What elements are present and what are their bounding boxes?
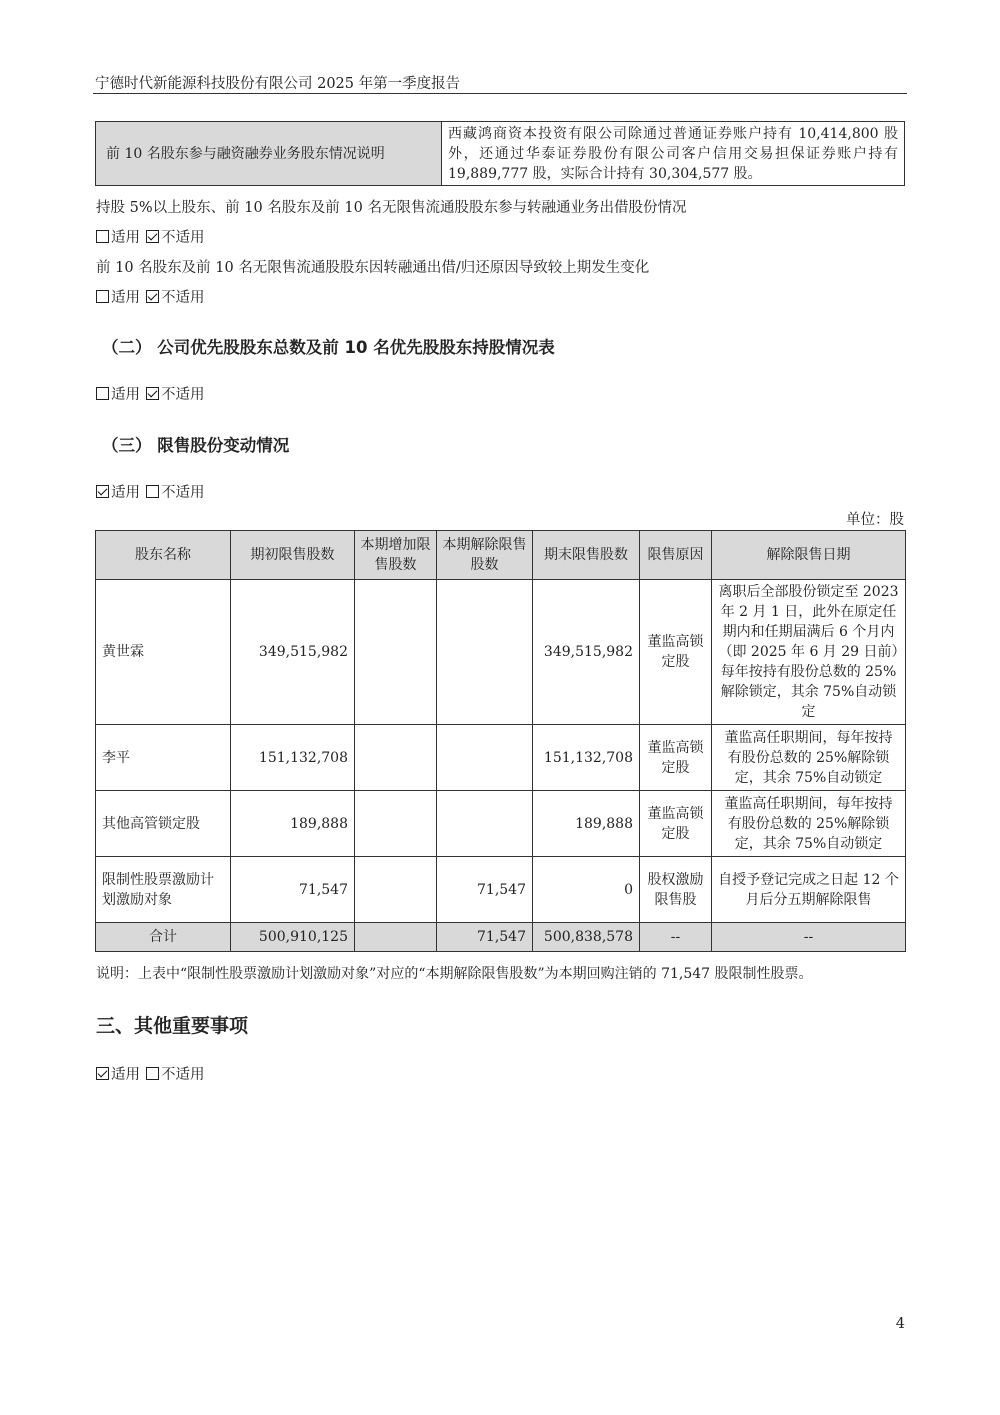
lending-change-paragraph: 前 10 名股东及前 10 名无限售流通股股东因转融通出借/归还原因导致较上期发生变化 bbox=[96, 260, 650, 276]
column-header: 解除限售日期 bbox=[712, 531, 906, 580]
column-header: 期末限售股数 bbox=[533, 531, 640, 580]
option-row-3: 适用 不适用 bbox=[96, 383, 205, 404]
column-header: 限售原因 bbox=[640, 531, 712, 580]
option-row-4: 适用 不适用 bbox=[96, 481, 205, 502]
table-cell: 董监高锁定股 bbox=[640, 791, 712, 857]
table-cell: 自授予登记完成之日起 12 个月后分五期解除限售 bbox=[712, 857, 906, 923]
section-3-title: （三） 限售股份变动情况 bbox=[102, 436, 290, 455]
table-row bbox=[96, 857, 906, 923]
table-cell: 71,547 bbox=[231, 857, 355, 923]
table-cell bbox=[437, 580, 533, 725]
table-cell: 董监高任职期间，每年按持有股份总数的 25%解除锁定，其余 75%自动锁定 bbox=[712, 725, 906, 791]
table-cell: 离职后全部股份锁定至 2023 年 2 月 1 日，此外在原定任期内和任期届满后 6 个月内（即 2025 年 6 月 29 日前）每年按持有股份总数的 25%解除锁定，其余 75%自动锁定 bbox=[712, 580, 906, 725]
column-header: 股东名称 bbox=[96, 531, 231, 580]
unchecked-box-icon[interactable] bbox=[146, 1067, 159, 1080]
table-note: 说明：上表中“限制性股票激励计划激励对象”对应的“本期解除限售股数”为本期回购注销的 71,547 股限制性股票。 bbox=[96, 966, 813, 982]
option-row-2: 适用 不适用 bbox=[96, 286, 205, 307]
table-cell: -- bbox=[640, 923, 712, 952]
table-cell: 349,515,982 bbox=[533, 580, 640, 725]
table-cell: 董监高锁定股 bbox=[640, 580, 712, 725]
table-cell bbox=[355, 857, 437, 923]
unchecked-box-icon[interactable] bbox=[96, 387, 109, 400]
table-cell: 黄世霖 bbox=[96, 580, 231, 725]
unit-label: 单位：股 bbox=[846, 512, 904, 528]
checked-box-icon[interactable] bbox=[96, 485, 109, 498]
table-cell: 董监高锁定股 bbox=[640, 725, 712, 791]
table-cell bbox=[437, 791, 533, 857]
table-cell: 189,888 bbox=[533, 791, 640, 857]
table-cell: 151,132,708 bbox=[231, 725, 355, 791]
page-header: 宁德时代新能源科技股份有限公司 2025 年第一季度报告 bbox=[95, 76, 461, 92]
table-cell: 349,515,982 bbox=[231, 580, 355, 725]
unchecked-box-icon[interactable] bbox=[96, 230, 109, 243]
page-number: 4 bbox=[895, 1316, 905, 1332]
margin-trading-label: 前 10 名股东参与融资融券业务股东情况说明 bbox=[96, 122, 442, 186]
table-cell: 股权激励限售股 bbox=[640, 857, 712, 923]
table-cell: 500,838,578 bbox=[533, 923, 640, 952]
table-cell bbox=[437, 725, 533, 791]
checked-box-icon[interactable] bbox=[146, 290, 159, 303]
table-row bbox=[96, 580, 906, 725]
column-header: 本期解除限售股数 bbox=[437, 531, 533, 580]
table-cell: 151,132,708 bbox=[533, 725, 640, 791]
table-row bbox=[96, 725, 906, 791]
table-cell: 限制性股票激励计划激励对象 bbox=[96, 857, 231, 923]
table-cell: 董监高任职期间，每年按持有股份总数的 25%解除锁定，其余 75%自动锁定 bbox=[712, 791, 906, 857]
margin-trading-value: 西藏鸿商资本投资有限公司除通过普通证券账户持有 10,414,800 股外，还通过华泰证券股份有限公司客户信用交易担保证券账户持有 19,889,777 股，实际合计持有 30,304,577 股。 bbox=[442, 122, 905, 186]
table-cell: 0 bbox=[533, 857, 640, 923]
column-header: 本期增加限售股数 bbox=[355, 531, 437, 580]
table-cell bbox=[355, 580, 437, 725]
table-cell bbox=[355, 725, 437, 791]
checked-box-icon[interactable] bbox=[146, 387, 159, 400]
unchecked-box-icon[interactable] bbox=[96, 290, 109, 303]
table-total-row bbox=[96, 923, 906, 952]
table-cell: 李平 bbox=[96, 725, 231, 791]
option-row-5: 适用 不适用 bbox=[96, 1063, 205, 1084]
table-cell: 其他高管锁定股 bbox=[96, 791, 231, 857]
table-cell: -- bbox=[712, 923, 906, 952]
table-row bbox=[96, 791, 906, 857]
restricted-shares-table bbox=[95, 530, 906, 952]
checked-box-icon[interactable] bbox=[96, 1067, 109, 1080]
column-header: 期初限售股数 bbox=[231, 531, 355, 580]
table-cell bbox=[355, 923, 437, 952]
table-cell: 500,910,125 bbox=[231, 923, 355, 952]
table-cell bbox=[355, 791, 437, 857]
margin-trading-table bbox=[95, 121, 905, 186]
securities-lending-paragraph: 持股 5%以上股东、前 10 名股东及前 10 名无限售流通股股东参与转融通业务出借股份情况 bbox=[96, 200, 687, 216]
table-cell: 189,888 bbox=[231, 791, 355, 857]
table-cell: 71,547 bbox=[437, 857, 533, 923]
option-row-1: 适用 不适用 bbox=[96, 226, 205, 247]
section-2-title: （二） 公司优先股股东总数及前 10 名优先股股东持股情况表 bbox=[102, 338, 555, 357]
header-divider bbox=[93, 93, 907, 94]
table-cell: 71,547 bbox=[437, 923, 533, 952]
section-three-title: 三、其他重要事项 bbox=[96, 1015, 249, 1037]
table-cell: 合计 bbox=[96, 923, 231, 952]
checked-box-icon[interactable] bbox=[146, 230, 159, 243]
table-header-row bbox=[96, 531, 906, 580]
unchecked-box-icon[interactable] bbox=[146, 485, 159, 498]
